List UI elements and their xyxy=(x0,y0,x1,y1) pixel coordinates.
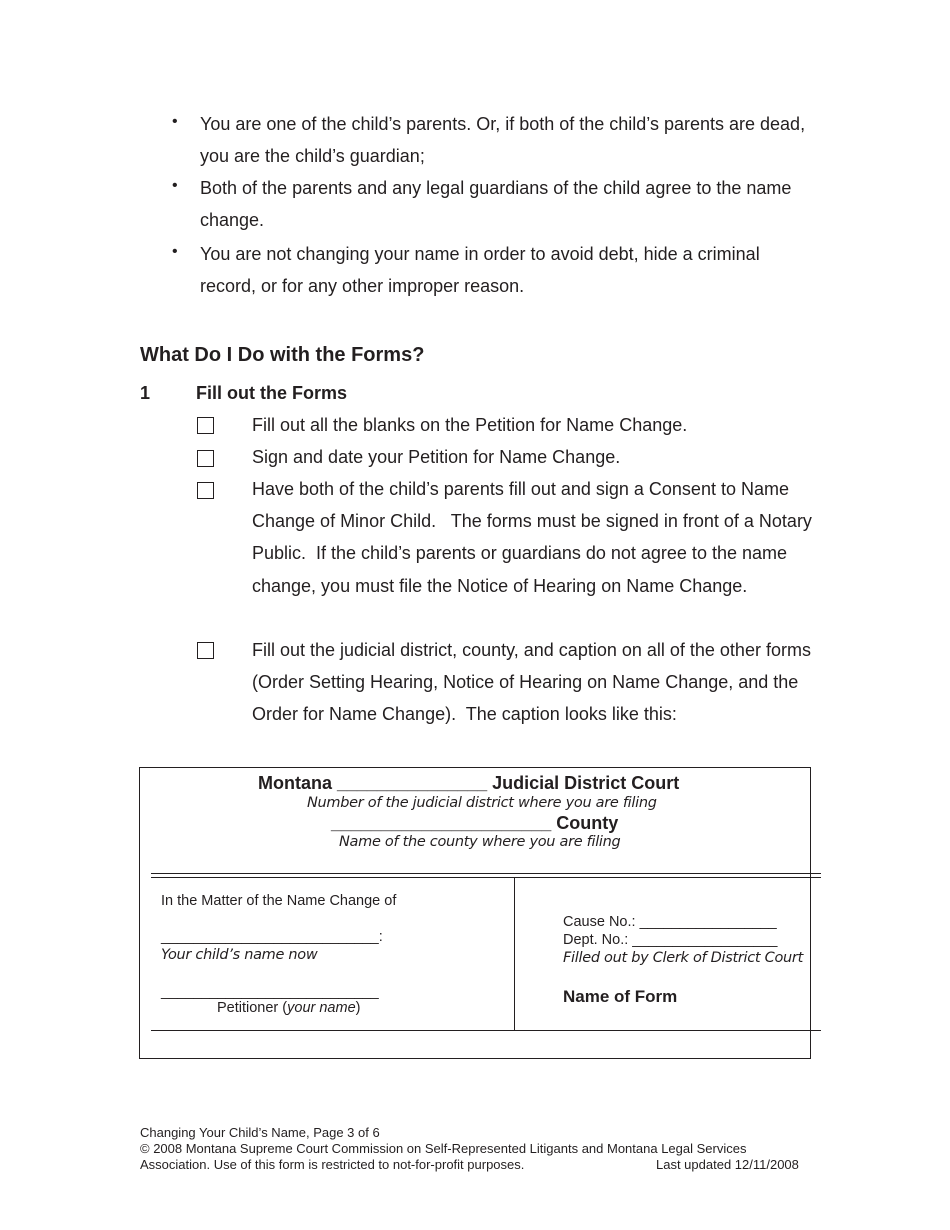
checkbox[interactable] xyxy=(197,417,214,434)
step-number: 1 xyxy=(140,383,151,403)
caption-divider xyxy=(151,873,821,874)
clerk-note: Filled out by Clerk of District Court xyxy=(563,950,803,966)
bullet-dot: • xyxy=(172,113,178,130)
county-line: ______________________ County xyxy=(331,813,619,833)
child-name-line: ___________________________: xyxy=(161,929,383,945)
checkbox[interactable] xyxy=(197,450,214,467)
step-title: Fill out the Forms xyxy=(196,383,347,403)
footer-restriction: Association. Use of this form is restricted to not-for-profit purposes. xyxy=(140,1157,525,1172)
bullet-item: Both of the parents and any legal guardians of the child agree to the name change. xyxy=(200,178,792,230)
county-note: Name of the county where you are filing xyxy=(339,834,621,850)
footer-title: Changing Your Child’s Name, Page 3 of 6 xyxy=(140,1125,380,1140)
footer-updated: Last updated 12/11/2008 xyxy=(656,1157,799,1172)
caption-bottom-divider xyxy=(151,1030,821,1031)
caption-column-divider xyxy=(514,877,515,1030)
petitioner-label xyxy=(217,1000,360,1016)
petitioner-close: ) xyxy=(355,1000,361,1016)
cause-number: Cause No.: _________________ xyxy=(563,914,777,930)
checklist-item: Fill out all the blanks on the Petition for Name Change. xyxy=(252,415,688,435)
matter-label: In the Matter of the Name Change of xyxy=(161,893,397,909)
form-name: Name of Form xyxy=(563,987,678,1006)
section-heading: What Do I Do with the Forms? xyxy=(140,344,425,366)
bullet-dot: • xyxy=(172,243,178,260)
caption-divider xyxy=(151,877,821,878)
bullet-item: You are not changing your name in order to avoid debt, hide a criminal record, or for any other improper reason. xyxy=(200,244,760,296)
checkbox[interactable] xyxy=(197,642,214,659)
petitioner-note: your name xyxy=(287,1000,356,1016)
bullet-dot: • xyxy=(172,177,178,194)
petitioner-line: ___________________________ xyxy=(161,984,379,1000)
bullet-item: You are one of the child’s parents. Or, if both of the child’s parents are dead, you are the child’s guardian; xyxy=(200,114,806,166)
checklist-item: Fill out the judicial district, county, and caption on all of the other forms (Order Setting Hearing, Notice of Hearing on Name Change, and the Order for Name Change). The caption looks like this: xyxy=(252,640,811,725)
checklist-item: Sign and date your Petition for Name Change. xyxy=(252,447,621,467)
child-name-note: Your child’s name now xyxy=(161,947,318,963)
footer-copyright: © 2008 Montana Supreme Court Commission on Self-Represented Litigants and Montana Legal Services xyxy=(140,1141,747,1156)
court-line: Montana _______________ Judicial District Court xyxy=(258,773,680,793)
district-note: Number of the judicial district where you are filing xyxy=(307,795,657,811)
petitioner-text: Petitioner ( xyxy=(217,1000,288,1016)
checkbox[interactable] xyxy=(197,482,214,499)
dept-number: Dept. No.: __________________ xyxy=(563,932,778,948)
checklist-item: Have both of the child’s parents fill out and sign a Consent to Name Change of Minor Child. The forms must be signed in front of a Notary Public. If the child’s parents or guardians do not agree to the name change, you must file the Notice of Hearing on Name Change. xyxy=(252,479,812,596)
